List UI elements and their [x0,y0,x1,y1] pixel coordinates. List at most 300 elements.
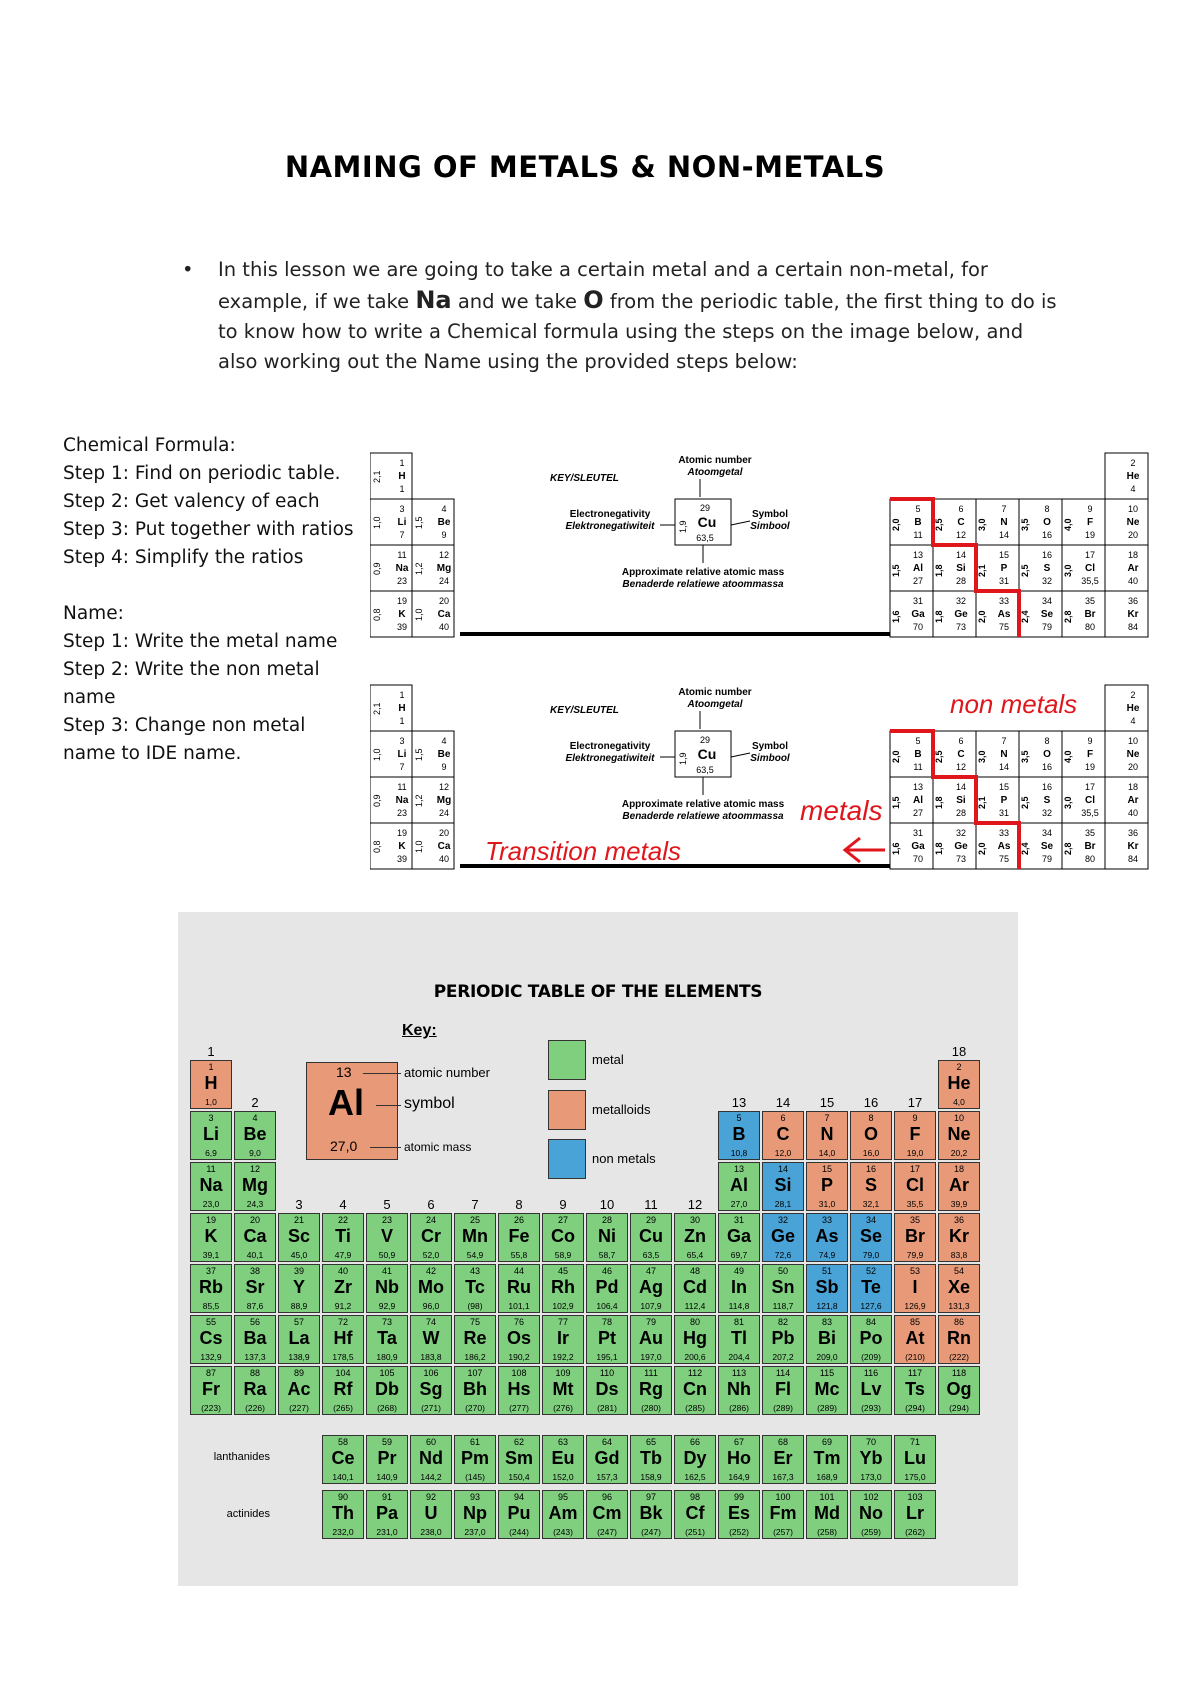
element-bi [806,1315,848,1364]
element-na [190,1162,232,1211]
element-ni [586,1213,628,1262]
element-symbol: O [863,1124,878,1144]
element-cf [674,1490,716,1539]
element-pt [586,1315,628,1364]
element-symbol: Hf [333,1328,353,1348]
atomic-number: 29 [645,1215,656,1225]
electroneg-label: 3,5 [1020,750,1030,763]
element-rg [630,1366,672,1415]
atomic-mass: 175,0 [904,1472,926,1482]
atomic-number: 75 [469,1317,480,1327]
atomic-number: 41 [381,1266,392,1276]
atomic-mass: 39 [396,622,408,632]
atomic-mass: 127,6 [860,1301,882,1311]
element-symbol: Ba [243,1328,267,1348]
element-symbol: Fe [508,1226,530,1246]
element-symbol: Eu [551,1448,575,1468]
atomic-number: 40 [337,1266,348,1276]
electroneg-label: 4,0 [1063,518,1073,531]
atomic-mass: 85,5 [202,1301,220,1311]
atomic-number: 71 [909,1437,920,1447]
atomic-number: 31 [733,1215,744,1225]
element-symbol: Si [774,1175,792,1195]
group-number: 2 [251,1095,259,1110]
element-symbol: Ts [905,1379,925,1399]
electroneg-label: 3,0 [1063,796,1073,809]
element-symbol: Nd [419,1448,443,1468]
atomic-mass: 200,6 [684,1352,706,1362]
atomic-mass: 186,2 [464,1352,486,1362]
atomic-number: 23 [381,1215,392,1225]
atomic-mass: 7 [399,762,405,772]
atomic-number: 34 [1041,828,1053,838]
atomic-mass: 72,6 [774,1250,792,1260]
element-symbol: He [1126,703,1140,714]
element-symbol: Ge [954,841,968,852]
atomic-mass: 35,5 [906,1199,924,1209]
element-sr [234,1264,276,1313]
name-heading: Name: [63,603,124,624]
atomic-number: 14 [777,1164,788,1174]
group-number: 6 [427,1197,435,1212]
electroneg-label: 4,0 [1063,750,1073,763]
atomic-mass: 12,0 [774,1148,792,1158]
element-bk [630,1490,672,1539]
atomic-mass: 11 [913,530,923,540]
element-mo [410,1264,452,1313]
key-rel-mass-af: Benaderde relatiewe atoommassa [622,811,784,822]
atomic-number: 35 [909,1215,920,1225]
periodic-table-title: PERIODIC TABLE OF THE ELEMENTS [433,982,763,1002]
atomic-number: 24 [425,1215,436,1225]
element-n [806,1111,848,1160]
element-rn [938,1315,980,1364]
atomic-mass: 24 [438,808,450,818]
key-atomic-number-label: atomic number [404,1065,490,1080]
atomic-mass: 1 [399,484,405,494]
legend-nonmetal-label: non metals [592,1151,656,1166]
atomic-mass: 232,0 [332,1527,354,1537]
element-cs [190,1315,232,1364]
element-gd [586,1435,628,1484]
atomic-number: 3 [399,736,405,746]
electroneg-label: 1,8 [934,564,944,577]
atomic-number: 14 [955,550,967,560]
element-cn [674,1366,716,1415]
electroneg-label: 2,1 [977,564,987,577]
element-symbol: Pa [375,1503,399,1523]
element-symbol: Na [395,563,409,574]
atomic-number: 17 [1084,550,1096,560]
group-number: 16 [863,1095,879,1110]
actinides-label: actinides [226,1508,270,1520]
element-mt [542,1366,584,1415]
atomic-mass: 87,6 [246,1301,264,1311]
element-symbol: Md [814,1503,840,1523]
element-symbol: W [422,1328,440,1348]
electroneg-label: 0,9 [372,562,382,575]
bullet: • [182,258,194,281]
element-symbol: Ra [243,1379,267,1399]
atomic-mass: 23,0 [202,1199,220,1209]
atomic-number: 15 [998,782,1010,792]
formula-step: Step 3: Put together with ratios [63,519,354,540]
atomic-number: 87 [205,1368,216,1378]
electroneg-label: 1,8 [934,842,944,855]
atomic-mass: 91,2 [334,1301,352,1311]
atomic-number: 97 [645,1492,656,1502]
element-po [850,1315,892,1364]
atomic-mass: 107,9 [640,1301,662,1311]
atomic-number: 116 [863,1368,879,1378]
atomic-number: 6 [780,1113,786,1123]
legend-metalloid-label: metalloids [592,1102,651,1117]
atomic-number: 35 [1084,596,1096,606]
atomic-number: 1 [399,458,405,468]
atomic-number: 62 [513,1437,524,1447]
atomic-mass: 20,2 [950,1148,968,1158]
element-symbol: H [398,471,406,482]
atomic-number: 49 [733,1266,744,1276]
element-cu [630,1213,672,1262]
atomic-mass: 52,0 [422,1250,440,1260]
atomic-number: 43 [469,1266,480,1276]
element-symbol: At [905,1328,925,1348]
element-symbol: Ac [287,1379,311,1399]
atomic-number: 90 [337,1492,348,1502]
element-pb [762,1315,804,1364]
atomic-mass: 137,3 [244,1352,266,1362]
element-zr [322,1264,364,1313]
atomic-mass: 45,0 [290,1250,308,1260]
element-symbol: Kr [1127,609,1139,620]
element-symbol: C [957,749,965,760]
legend-metal-swatch [548,1040,586,1080]
element-lr [894,1490,936,1539]
element-cr [410,1213,452,1262]
element-symbol: In [731,1277,747,1297]
atomic-number: 73 [381,1317,392,1327]
legend-nonmetal-swatch [548,1139,586,1179]
atomic-number: 18 [1127,782,1139,792]
element-yb [850,1435,892,1484]
atomic-number: 18 [953,1164,964,1174]
element-si [762,1162,804,1211]
atomic-mass: 164,9 [728,1472,750,1482]
key-symbol-af: Simbool [750,521,790,532]
element-symbol: Sr [245,1277,265,1297]
atomic-mass: (276) [553,1403,573,1413]
atomic-mass: (293) [861,1403,881,1413]
element-fe [498,1213,540,1262]
atomic-number: 9 [1087,736,1093,746]
element-hs [498,1366,540,1415]
atomic-mass: 23 [396,808,408,818]
element-symbol: Zn [684,1226,706,1246]
atomic-number: 102 [863,1492,879,1502]
element-symbol: Be [243,1124,267,1144]
atomic-mass: 84 [1127,854,1139,864]
atomic-number: 33 [998,828,1010,838]
atomic-mass: (294) [905,1403,925,1413]
atomic-mass: 39 [396,854,408,864]
atomic-mass: (258) [817,1527,837,1537]
element-symbol: Pd [595,1277,619,1297]
steps-panel [63,432,363,768]
element-symbol: Fm [769,1503,797,1523]
atomic-number: 105 [379,1368,395,1378]
atomic-mass: 79,9 [906,1250,924,1260]
atomic-mass: (285) [685,1403,705,1413]
atomic-number: 56 [249,1317,260,1327]
element-symbol: Dy [683,1448,707,1468]
annotation-non-metals: non metals [950,689,1078,719]
atomic-number: 60 [425,1437,436,1447]
element-symbol: C [957,517,965,528]
element-symbol: Cs [199,1328,223,1348]
atomic-mass: 70 [912,622,924,632]
electroneg-label: 2,0 [977,842,987,855]
element-symbol: Am [548,1503,578,1523]
atomic-number: 106 [423,1368,439,1378]
element-pm [454,1435,496,1484]
atomic-number: 9 [1087,504,1093,514]
element-symbol: Li [203,1124,219,1144]
atomic-mass: 35,5 [1081,808,1099,818]
atomic-number: 2 [1130,690,1136,700]
element-lu [894,1435,936,1484]
electroneg-label: 0,9 [372,794,382,807]
element-symbol: N [1000,517,1008,528]
atomic-mass: (252) [729,1527,749,1537]
element-symbol: Al [730,1175,748,1195]
atomic-mass: 132,9 [200,1352,222,1362]
element-symbol: Ti [335,1226,351,1246]
element-symbol: Se [859,1226,883,1246]
atomic-number: 13 [912,550,924,560]
atomic-number: 6 [958,504,964,514]
element-ra [234,1366,276,1415]
atomic-mass: 192,2 [552,1352,574,1362]
key-mass: 63,5 [696,533,714,543]
element-symbol: K [398,841,406,852]
element-fl [762,1366,804,1415]
atomic-mass: 75 [998,622,1010,632]
atomic-mass: (265) [333,1403,353,1413]
atomic-number: 65 [645,1437,656,1447]
element-te [850,1264,892,1313]
atomic-number: 10 [1127,736,1139,746]
atomic-mass: 237,0 [464,1527,486,1537]
atomic-mass: (277) [509,1403,529,1413]
atomic-number: 53 [909,1266,920,1276]
atomic-mass: 183,8 [420,1352,442,1362]
element-symbol: Re [463,1328,487,1348]
element-h [190,1060,232,1109]
element-ti [322,1213,364,1262]
periodic-strip [370,453,1148,637]
element-p [806,1162,848,1211]
element-symbol: F [1086,517,1094,528]
element-symbol: Li [397,517,407,528]
element-c [762,1111,804,1160]
element-symbol: Sb [815,1277,839,1297]
element-symbol: Tc [465,1277,485,1297]
atomic-number: 81 [733,1317,744,1327]
element-symbol: Nh [727,1379,751,1399]
element-ga [718,1213,760,1262]
atomic-number: 44 [513,1266,524,1276]
atomic-mass: 9,0 [249,1148,261,1158]
element-zn [674,1213,716,1262]
atomic-number: 30 [689,1215,700,1225]
atomic-mass: 27,0 [730,1199,748,1209]
element-symbol: Ru [507,1277,531,1297]
element-symbol: Ga [911,841,925,852]
atomic-number: 51 [821,1266,832,1276]
atomic-number: 21 [293,1215,304,1225]
key-symbol-af: Simbool [750,753,790,764]
atomic-mass: 152,0 [552,1472,574,1482]
element-symbol: Pr [377,1448,397,1468]
element-symbol: Mo [418,1277,444,1297]
key-z: 29 [699,735,711,745]
atomic-number: 112 [687,1368,703,1378]
atomic-mass: 50,9 [378,1250,396,1260]
electroneg-label: 1,2 [414,562,424,575]
key-z: 13 [336,1064,352,1080]
atomic-mass: 39,9 [950,1199,968,1209]
name-step: Step 2: Write the non metal name [63,659,320,708]
element-ta [366,1315,408,1364]
element-tc [454,1264,496,1313]
atomic-mass: 9 [441,762,447,772]
atomic-mass: (227) [289,1403,309,1413]
atomic-number: 104 [335,1368,351,1378]
key-line [363,1073,401,1074]
atomic-number: 5 [736,1113,742,1123]
atomic-mass: (271) [421,1403,441,1413]
atomic-mass: (223) [201,1403,221,1413]
electroneg-label: 1,0 [414,840,424,853]
atomic-number: 34 [1041,596,1053,606]
electroneg-label: 2,8 [1063,610,1073,623]
element-os [498,1315,540,1364]
atomic-number: 16 [1041,782,1053,792]
atomic-number: 3 [208,1113,214,1123]
periodic-table-figure [178,912,1018,1586]
element-se [850,1213,892,1262]
element-symbol: Sn [771,1277,795,1297]
atomic-number: 61 [469,1437,480,1447]
atomic-mass: 96,0 [422,1301,440,1311]
atomic-mass: (222) [949,1352,969,1362]
atomic-number: 89 [293,1368,304,1378]
element-sg [410,1366,452,1415]
atomic-number: 86 [953,1317,964,1327]
element-symbol: Li [397,749,407,760]
atomic-number: 113 [731,1368,747,1378]
atomic-number: 79 [645,1317,656,1327]
atomic-number: 93 [469,1492,480,1502]
key-atomic-number-af: Atoomgetal [687,467,743,478]
atomic-mass: (98) [467,1301,483,1311]
key-heading: Key: [402,1022,437,1039]
element-y [278,1264,320,1313]
formula-step: Step 4: Simplify the ratios [63,547,304,568]
element-fm [762,1490,804,1539]
element-symbol: Mn [462,1226,488,1246]
atomic-mass: (210) [905,1352,925,1362]
element-symbol: Ce [331,1448,355,1468]
element-symbol: Nb [375,1277,399,1297]
atomic-mass: 10,8 [730,1148,748,1158]
element-v [366,1213,408,1262]
atomic-mass: 24 [438,576,450,586]
element-o: O [583,286,604,314]
atomic-number: 108 [511,1368,527,1378]
key-arrow [731,753,750,757]
element-symbol: Pm [460,1448,489,1468]
atomic-number: 118 [951,1368,967,1378]
atomic-number: 15 [998,550,1010,560]
atomic-number: 3 [399,504,405,514]
atomic-number: 36 [1127,828,1139,838]
atomic-mass: 162,5 [684,1472,706,1482]
group-number: 13 [731,1095,747,1110]
electroneg-label: 2,5 [934,518,944,531]
atomic-number: 78 [601,1317,612,1327]
atomic-number: 2 [1130,458,1136,468]
atomic-mass: (226) [245,1403,265,1413]
key-symbol-label: Symbol [751,741,789,752]
atomic-mass: 80 [1084,854,1096,864]
element-symbol: Cu [639,1226,663,1246]
atomic-number: 4 [252,1113,258,1123]
group-number: 10 [599,1197,615,1212]
element-bh [454,1366,496,1415]
element-symbol: Si [956,795,966,806]
group-number: 1 [207,1044,215,1059]
element-symbol: Np [463,1503,487,1523]
atomic-mass: 140,9 [376,1472,398,1482]
atomic-mass: 20 [1127,530,1139,540]
atomic-mass: 150,4 [508,1472,530,1482]
element-symbol: Lu [904,1448,926,1468]
atomic-mass: 40 [1127,576,1139,586]
atomic-mass: 112,4 [684,1301,706,1311]
atomic-number: 13 [733,1164,744,1174]
element-symbol: Ne [1126,517,1140,528]
element-at [894,1315,936,1364]
electroneg-label: 2,1 [372,470,382,483]
atomic-mass: 157,3 [596,1472,618,1482]
atomic-mass: 70 [912,854,924,864]
key-en: 1,9 [678,520,688,533]
intro-paragraph [182,255,1062,377]
electroneg-label: 2,0 [891,750,901,763]
atomic-number: 12 [438,782,450,792]
electroneg-label: 2,0 [891,518,901,531]
atomic-mass: 173,0 [860,1472,882,1482]
atomic-number: 96 [601,1492,612,1502]
atomic-number: 27 [557,1215,568,1225]
element-ho [718,1435,760,1484]
key-atomic-mass-label: atomic mass [404,1140,472,1154]
atomic-mass: (247) [641,1527,661,1537]
atomic-mass: (251) [685,1527,705,1537]
element-ce [322,1435,364,1484]
